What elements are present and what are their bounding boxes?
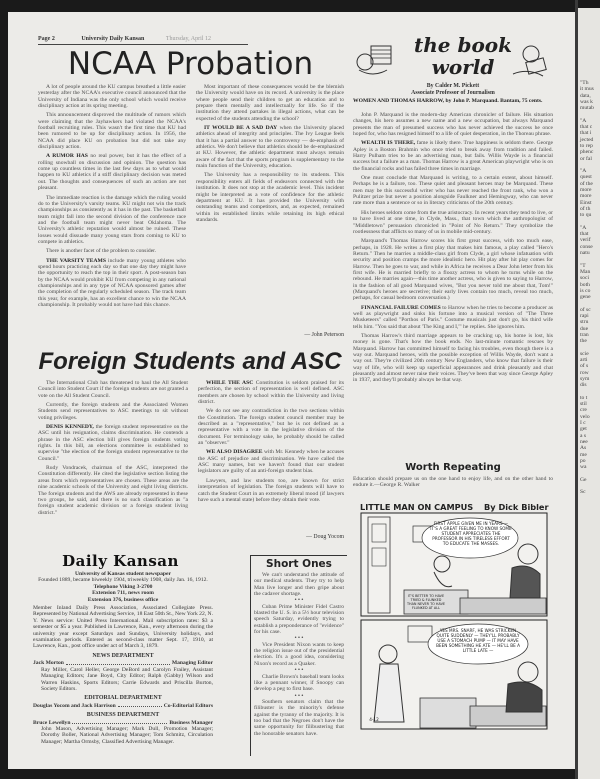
paragraph <box>38 380 188 399</box>
adjacent-text-fragment: me <box>580 451 587 458</box>
separator-dots: • • • <box>294 635 304 642</box>
paragraph-lead: THE VARSITY TEAMS <box>46 257 106 264</box>
separator-dots: • • • <box>294 667 304 674</box>
paragraph <box>38 153 186 191</box>
adjacent-text-fragment: Einst <box>580 199 592 206</box>
book-world-logo-text: the book world <box>414 33 512 79</box>
staff-line <box>33 703 213 709</box>
paragraph-text: fame is likely there. True happiness is seldom there. George Apley is a Boston Brahmin who once tried to break away from tradition and failed. Harry Pulham tries to be an advertising man, but fails. Willis Wayde is a financial success but a failure as a man. Thomas Harrow is a great American playwright who is on the financial rocks and has failed three times in marriage. <box>353 140 553 172</box>
masthead-info: Member Inland Daily Press Association, Associated Collegiate Press. Represented by National Advertising Service, 18 East 50th St., New York 22, N. Y. News service: United Press International. Mail subscription rates: $3 a semester or $5 a year. Published in Lawrence, Kan., every afternoon during the university year except Saturdays and Sundays, University holidays, and examination periods. Entered as second-class matter Sept. 17, 1910, at Lawrence, Kan., post office under act of March 3, 1879. <box>33 605 213 650</box>
foreign-column-1 <box>38 380 188 542</box>
adjacent-text-fragment: get <box>580 426 587 433</box>
adjacent-text-fragment: sym <box>580 375 590 382</box>
adjacent-text-fragment: the <box>580 338 587 345</box>
adjacent-text-fragment: of sc <box>580 306 591 313</box>
adjacent-text-fragment: Man <box>580 268 591 275</box>
cartoon-title: LITTLE MAN ON CAMPUS <box>360 502 474 512</box>
panel2-speech-bubble: YES MRS. SNARF, HE WAS STRICKEN QUITE SUDDENLY — THEY'LL PROBABLY USE A STOMACH PUMP — IT MAY HAVE BEEN SOMETHING HE ATE — HE'LL BE A LITTLE LATE — <box>436 628 520 653</box>
paragraph <box>353 333 553 384</box>
adjacent-text-fragment: row <box>580 369 589 376</box>
short-item: Cuban Prime Minister Fidel Castro blasted the U. S. in a 5½ hour television speech Saturday, evidently trying to establish a preponderance of "evidence" for his case. <box>254 603 344 636</box>
adjacent-text-fragment: of the <box>580 180 593 187</box>
staff-name: Douglas Yocom and Jack Harrison <box>33 702 116 709</box>
adjacent-text-fragment: gene <box>580 294 591 301</box>
adjacent-text-fragment: tran <box>580 331 589 338</box>
adjacent-text-fragment: due <box>580 325 589 332</box>
leader <box>72 720 167 724</box>
paragraph-lead: FINANCIAL FAILURE COMES <box>361 304 441 311</box>
adjacent-text-fragment: quest <box>580 174 592 181</box>
adjacent-page-text <box>580 80 594 496</box>
nameplate: Daily Kansan <box>62 552 179 570</box>
adjacent-text-fragment: Sc <box>580 489 586 496</box>
leader <box>118 703 162 707</box>
newspaper-page <box>8 12 576 769</box>
folio-line <box>38 36 248 42</box>
adjacent-text-fragment: of th <box>580 205 591 212</box>
staff-name: Bruce Lewellyn <box>33 719 71 726</box>
short-item: Charlie Brown's baseball team looks like a pennant winner, if Snoopy can develop a peg to first base. <box>254 673 344 693</box>
adjacent-text-fragment: to rep <box>580 142 593 149</box>
adjacent-text-fragment: I c <box>580 420 586 427</box>
paragraph-text: no real power, but it has the effect of a rolling snowball on discussion and opinion. The question has come up countless times in the last few days as to what would happen to KU athletics if a stiff disciplinary decision was meted out. The thoughts and consequences of such an action are not pleasant. <box>38 153 186 192</box>
adjacent-text-fragment: dis <box>580 382 587 389</box>
short-ones-title: Short Ones <box>266 558 332 570</box>
paragraph <box>38 248 186 254</box>
paragraph <box>198 380 344 405</box>
adjacent-text-fragment: velo <box>580 413 590 420</box>
cartoon-strip <box>360 512 548 730</box>
book-review-text <box>353 112 553 456</box>
adjacent-text-fragment: "A <box>580 224 587 231</box>
adjacent-text-fragment: wa <box>580 464 587 471</box>
book-world-logo <box>353 32 553 82</box>
staff-role: Co-Editorial Editors <box>163 702 213 709</box>
paragraph-text: The immediate reaction is the damage which the ruling would do to the University's varsity teams. KU might not win the track championships as consistently as it has in the past. The basketball team might fall into the second division of the conference race and the football team might never beat Oklahoma. The University's athletic reputation would almost be ruined. These losses would dissuade many young stars from coming to KU to compete in athletics. <box>38 194 186 245</box>
paragraph <box>353 140 553 172</box>
adjacent-text-fragment: mutab <box>580 105 594 112</box>
paragraph-text: include many young athletes who spend hours practicing each day so that one day they might have the opportunity to reach the top in their sport. A post-season ban by the NCAA would prohibit KU from competing in any national championships and in any type of NCAA sponsored games after the completion of the regularly scheduled season. The track team this year, for example, has an excellent chance to win the NCAA championship. It probably would not have had this chance. <box>38 257 186 308</box>
adjacent-text-fragment: scie <box>580 350 589 357</box>
leader <box>66 660 170 664</box>
paragraph-text: The University has a responsibility to its students. This responsibility enters all fields of endeavors connected with the institution. It does not stop at the academic level. This incident might be interpreted as a vote of confidence for the athletic department at KU. It has provided the University with outstanding teams and competitors, and, as expected, remained within its established limits while retaining its high ethical standards. <box>196 172 344 223</box>
panel1-desk-sign: IT'S BETTER TO HAVE TRIED & FLUNKED THAN NEVER TO HAVE FLUNKED AT ALL <box>406 594 446 610</box>
staff-list: Ray Miller, Carol Heller, George DeBord and Carolyn Frailey, Assistant Managing Editors; Jane Boyd, City Editor; Ralph (Gabby) Wilson and Warren Haskins, Sports Editors; Carrie Edwards and Priscilla Burton, Society Editors. <box>41 666 213 692</box>
short-item: Vice President Nixon wants to keep the religion issue out of the presidential election. It's a good idea, considering Nixon's record as a Quaker. <box>254 641 344 667</box>
adjacent-text-fragment: more <box>580 193 592 200</box>
adjacent-text-fragment: stru <box>580 319 589 326</box>
ncaa-column-1 <box>38 84 186 344</box>
paragraph-text: Rudy Vondracek, chairman of the ASC, interpreted the Constitution differently. He cited the legislative section listing the areas from which representatives are chosen. These areas are the nine academic schools of the University and eight living districts. The foreign students and the AWS are already represented in these two groups, he said, and there is no such classification as "a foreign student academic division or a foreign student living district." <box>38 465 188 516</box>
paragraph <box>38 465 188 516</box>
paragraph <box>353 112 553 137</box>
ncaa-column-2 <box>196 84 344 334</box>
paragraph <box>38 258 186 309</box>
paragraph-text: to Harrow when he tries to become a producer as well as playwright and sinks his fortune into a musical version of "The Three Musketeers" called "Porthos of Paris." Costume musicals just don't go, his third wife tells him. "You said that about 'The King and I,'" he replies. She ignores him. <box>353 304 553 330</box>
adjacent-text-fragment: jected <box>580 136 594 143</box>
paragraph-text: There is another facet of the problem to consider. <box>46 248 157 255</box>
adjacent-text-fragment: verif <box>580 237 591 244</box>
adjacent-text-fragment: cre <box>580 407 587 414</box>
paragraph-text: Thomas Harrow's third marriage appears to be cracking up, his home is lost, his money is gone. That's how the book ends. No last-minute romantic rescues by Marquand. Harrow has committed himself to facing his troubles, even though there is a way out. Marquand heroes, with the possible exception of Willis Wayde, don't want a way out. They're civilized 20th century New Englanders, who know that failure is their way of life, who will keep up superficial appearances and drink pleasantly and chat pleasantly and almost never raise their voices. They've been that way since George Apley in 1937, and they'll probably always be that way. <box>353 333 553 384</box>
paragraph <box>38 424 188 462</box>
separator-dots: • • • <box>294 597 304 604</box>
paragraph-text: when the University placed athletics ahead of integrity and principles. The Ivy League feels that it has a partial answer to the controversy — de-emphasis of athletics. We don't believe that athletics should be de-emphasized at KU. However, the athletic department must always remain aware of the fact that the sports program is supplementary to the main function of the University, education. <box>196 125 344 170</box>
cartoon-header <box>360 502 560 512</box>
adjacent-text-fragment: po <box>580 457 586 464</box>
foreign-column-2 <box>198 380 344 530</box>
paragraph-lead: IT WOULD BE A SAD DAY <box>204 125 278 132</box>
paragraph-text: Constitution is seldom praised for its perfection, the section of representation is well defined. ASC members are chosen by school within the University and living district. <box>198 380 344 406</box>
paragraph-lead: WHILE THE ASC <box>206 380 254 386</box>
worth-repeating-quote: Education should prepare us on the one hand to enjoy life, and on the other hand to endure it.—George R. Walker <box>353 476 553 489</box>
paragraph-lead: DENIS KENNEDY, <box>46 424 94 431</box>
department-title: NEWS DEPARTMENT <box>92 652 154 659</box>
masthead-ext-business: Extension 376, business office <box>87 596 159 603</box>
adjacent-text-fragment: more <box>580 187 592 194</box>
department-title: EDITORIAL DEPARTMENT <box>84 695 162 702</box>
panel1-speech-bubble: FIRST APPLE GIVEN ME IN YEARS — IT'S A GREAT FEELING TO KNOW SOME STUDENT APPRECIATES THE PROFESSOR IN HIS TIRELESS EFFORT TO EDUCATE THE MASSES. <box>430 521 512 546</box>
byline-author: By Calder M. Pickett <box>426 83 480 89</box>
short-item: We can't understand the attitude of our medical students. They try to help Man live longer and then gripe about the cadaver shortage. <box>254 572 344 598</box>
paragraph-text: The International Club has threatened to haul the All Student Council into Student Court if the foreign students are not granted a vote on the All Student Council. <box>38 380 188 399</box>
department-title: BUSINESS DEPARTMENT <box>86 712 160 719</box>
adjacent-text-fragment: both <box>580 281 590 288</box>
paragraph-text: Marquand's Thomas Harrow scores his first great success, with too much ease, perhaps, in 1928. He writes a first play that makes him famous, a play called "Hero's Return." Then he marries a middle-class girl from Clyde, a girl whose infatuation with security and position cramps the more idealistic hero. Hit play after hit play comes for Harrow. Then he goes to war, and while in Africa he receives a Dear John letter from his first wife. He is married briefly to a floozy actress to whom he turns while on the rebound. He marries again—this time another actress, who is given to saying to Harrow, in the fashion of all good Marquand wives, "But you never told me about that, Tom!" (Marquand's heroes are secretive; their early lives contain too much, reveal too much, perhaps, for casual bedroom conversation.) <box>353 238 553 302</box>
paragraph <box>38 195 186 246</box>
paragraph <box>353 238 553 301</box>
adjacent-page <box>578 8 600 779</box>
paragraph <box>38 112 186 150</box>
adjacent-text-fragment: soci <box>580 275 590 282</box>
short-ones-list <box>254 572 344 737</box>
paragraph <box>353 175 553 207</box>
adjacent-text-fragment: "A <box>580 117 587 124</box>
paragraph <box>38 402 188 421</box>
adjacent-text-fragment: of s <box>580 363 589 370</box>
adjacent-text-fragment: arti <box>580 357 588 364</box>
paragraph-lead: WEALTH IS THERE, <box>361 140 416 147</box>
cartoon-author: By Dick Bibler <box>484 502 549 512</box>
staff-name: Jack Morton <box>33 660 64 667</box>
adjacent-text-fragment: a s <box>580 432 587 439</box>
masthead <box>33 571 213 745</box>
staff-list: John Mason, Advertising Manager; Mark Dull, Promotion Manager; Dorothy Boller, National Advertising Manager; Tom Schmitz, Circulation Manager; Martha Ormsby, Classified Advertising Manager. <box>41 725 213 745</box>
byline-title: Associate Professor of Journalism <box>411 89 495 96</box>
page-number: Page 2 <box>38 36 55 42</box>
paragraph-lead: WE ALSO DISAGREE <box>206 449 263 456</box>
review-title: WOMEN AND THOMAS HARROW, by John P. Marquand. Bantam, 75 cents. <box>353 98 543 104</box>
staff-role: Business Manager <box>169 719 213 726</box>
adjacent-text-fragment: nee <box>580 438 588 445</box>
adjacent-text-fragment: rapi <box>580 312 589 319</box>
short-ones-box <box>250 555 347 756</box>
adjacent-text-fragment: was k <box>580 98 593 105</box>
paragraph <box>196 84 344 122</box>
folio-rule <box>38 44 248 45</box>
foreign-signature: — Doug Yocom <box>306 534 344 540</box>
adjacent-text-fragment: stil <box>580 401 587 408</box>
masthead-founded: Founded 1889, became biweekly 1904, triweekly 1908, daily Jan. 16, 1912. <box>38 577 208 584</box>
paragraph-text: Currently, the foreign students and the Associated Women Students send representatives to ASC meetings to sit without voting privileges. <box>38 402 188 421</box>
paragraph <box>198 478 344 503</box>
foreign-headline: Foreign Students and ASC <box>38 348 342 375</box>
adjacent-text-fragment: is co <box>580 287 591 294</box>
adjacent-text-fragment: As <box>580 445 587 452</box>
adjacent-text-fragment: Ge <box>580 476 587 483</box>
ncaa-headline: NCAA Probation <box>67 46 314 82</box>
paper-name: University Daily Kansan <box>81 36 145 42</box>
paragraph <box>198 449 344 474</box>
adjacent-text-fragment: to t <box>580 394 588 401</box>
staff-role: Managing Editor <box>171 660 213 667</box>
adjacent-text-fragment: that i <box>580 130 592 137</box>
book-world-byline <box>353 83 553 96</box>
paragraph-text: A lot of people around the KU campus breathed a little easier yesterday after the NCAA's executive council announced that the University of Indiana was the only school which would receive disciplinary action at its spring meeting. <box>38 84 186 110</box>
paragraph-text: One must conclude that Marquand is writing, to a certain extent, about himself. Perhaps he is a failure, too. These quiet and pleasant heroes may be Marquand. These men may be this successful writer who has never reached the front rank, who won a Pulitzer prize but never a position alongside Faulkner and Hemingway, who can never rate more than a sentence or so in literary criticisms of the 20th century. <box>353 175 553 207</box>
paragraph <box>353 305 553 330</box>
paragraph <box>196 125 344 169</box>
adjacent-text-fragment: or fal <box>580 155 592 162</box>
paragraph-text: We do not see any contradiction in the two sections within the Constitution. The foreign student council member may be described as a "representative," but he is not defined as a representative with a vote in the legislative division of the document. For terminology sake, he probably should be called an "observer." <box>198 408 344 447</box>
paragraph-text: John P. Marquand is the modern-day American chronicler of failure. His situation changes, his hero assumes a new name and a new occupation, but always Marquand presents the man of presumed success who has never achieved the success he once hoped for, who has resigned himself to a life of quiet desperation, in the Thoreau phrase. <box>353 112 553 138</box>
adjacent-text-fragment: conse <box>580 243 593 250</box>
paragraph-text: This announcement disproved the multitude of rumors which were claiming that the Jayhawkers had violated the NCAA's football recruiting rules. This wasn't the first time that KU had been rumored to be up for disciplinary action. In 1956, the NCAA did place KU on probation but did not take any disciplinary action. <box>38 112 186 151</box>
paragraph-text: Lawyers, and law students too, are known for strict interpretation of legislation. The foreign students will have to catch the Student Court in an extremely liberal mood (if lawyers have such a mental state) before they obtain their vote. <box>198 477 344 503</box>
masthead-phone: Telephone Viking 3-2700 <box>93 583 153 590</box>
paragraph-text: with Mr. Kennedy when he accuses the ASC of prejudice and discrimination. We have called the ASC many names, but we haven't found that our student legislators are guilty of an anti-foreign student bias. <box>198 449 344 475</box>
paragraph <box>353 210 553 235</box>
issue-date: Thursday, April 12 <box>165 36 211 42</box>
paragraph <box>38 84 186 109</box>
separator-dots: • • • <box>294 692 304 699</box>
paragraph-lead: A RUMOR HAS <box>46 153 88 160</box>
adjacent-text-fragment: it mus <box>580 86 594 93</box>
masthead-subtitle: University of Kansas student newspaper <box>74 571 172 577</box>
worth-repeating-title: Worth Repeating <box>405 462 501 473</box>
adjacent-text-fragment: data, <box>580 92 591 99</box>
adjacent-text-fragment: "Th <box>580 80 589 86</box>
paragraph <box>198 408 344 446</box>
adjacent-text-fragment: "T <box>580 262 586 269</box>
paragraph-text: His heroes seldom come from the true aristocracy. In recent years they tend to live, or to have lived at one time, in Clyde, Mass., that town which the anthropologist of "Middletown" persuasion chronicled in "Point of No Return." They symbolize the rootlessness that afflicts so many of us in mobile mid-century. <box>353 209 553 235</box>
paragraph-text: the foreign student representative on the ASC until his resignation, claims discrimination. He contends a phrase in the ASC election bill gives foreign students voting rights. In this bill, an elections committee is established to supervise "the election of the foreign student representative to the Council." <box>38 424 188 462</box>
adjacent-text-fragment: that <box>580 231 589 238</box>
paragraph <box>196 172 344 223</box>
paragraph-text: Most important of these consequences would be the blemish the University would have on its record. A university is the place where people send their children to get an education and to prepare them mentally and intellectually for life. So if the institution they attend partakes in illegal actions, what can be expected of the students attending the school? <box>196 84 344 122</box>
ncaa-signature: — John Peterson <box>304 332 344 338</box>
adjacent-text-fragment: natu <box>580 250 590 257</box>
panel2-date: 4-12 <box>369 717 379 722</box>
short-item: Southern senators claim that the filibuster is the minority's defense against the tyranny of the majority. It is too bad that the Negroes don't have the same opportunity for filibustering that the honorable senators have. <box>254 698 344 737</box>
masthead-departments <box>33 653 213 745</box>
masthead-ext-news: Extension 711, news room <box>92 590 154 597</box>
adjacent-text-fragment: to qu <box>580 212 592 219</box>
adjacent-text-fragment: "A <box>580 168 587 175</box>
adjacent-text-fragment: phenc <box>580 149 594 156</box>
adjacent-text-fragment: that c <box>580 124 593 131</box>
